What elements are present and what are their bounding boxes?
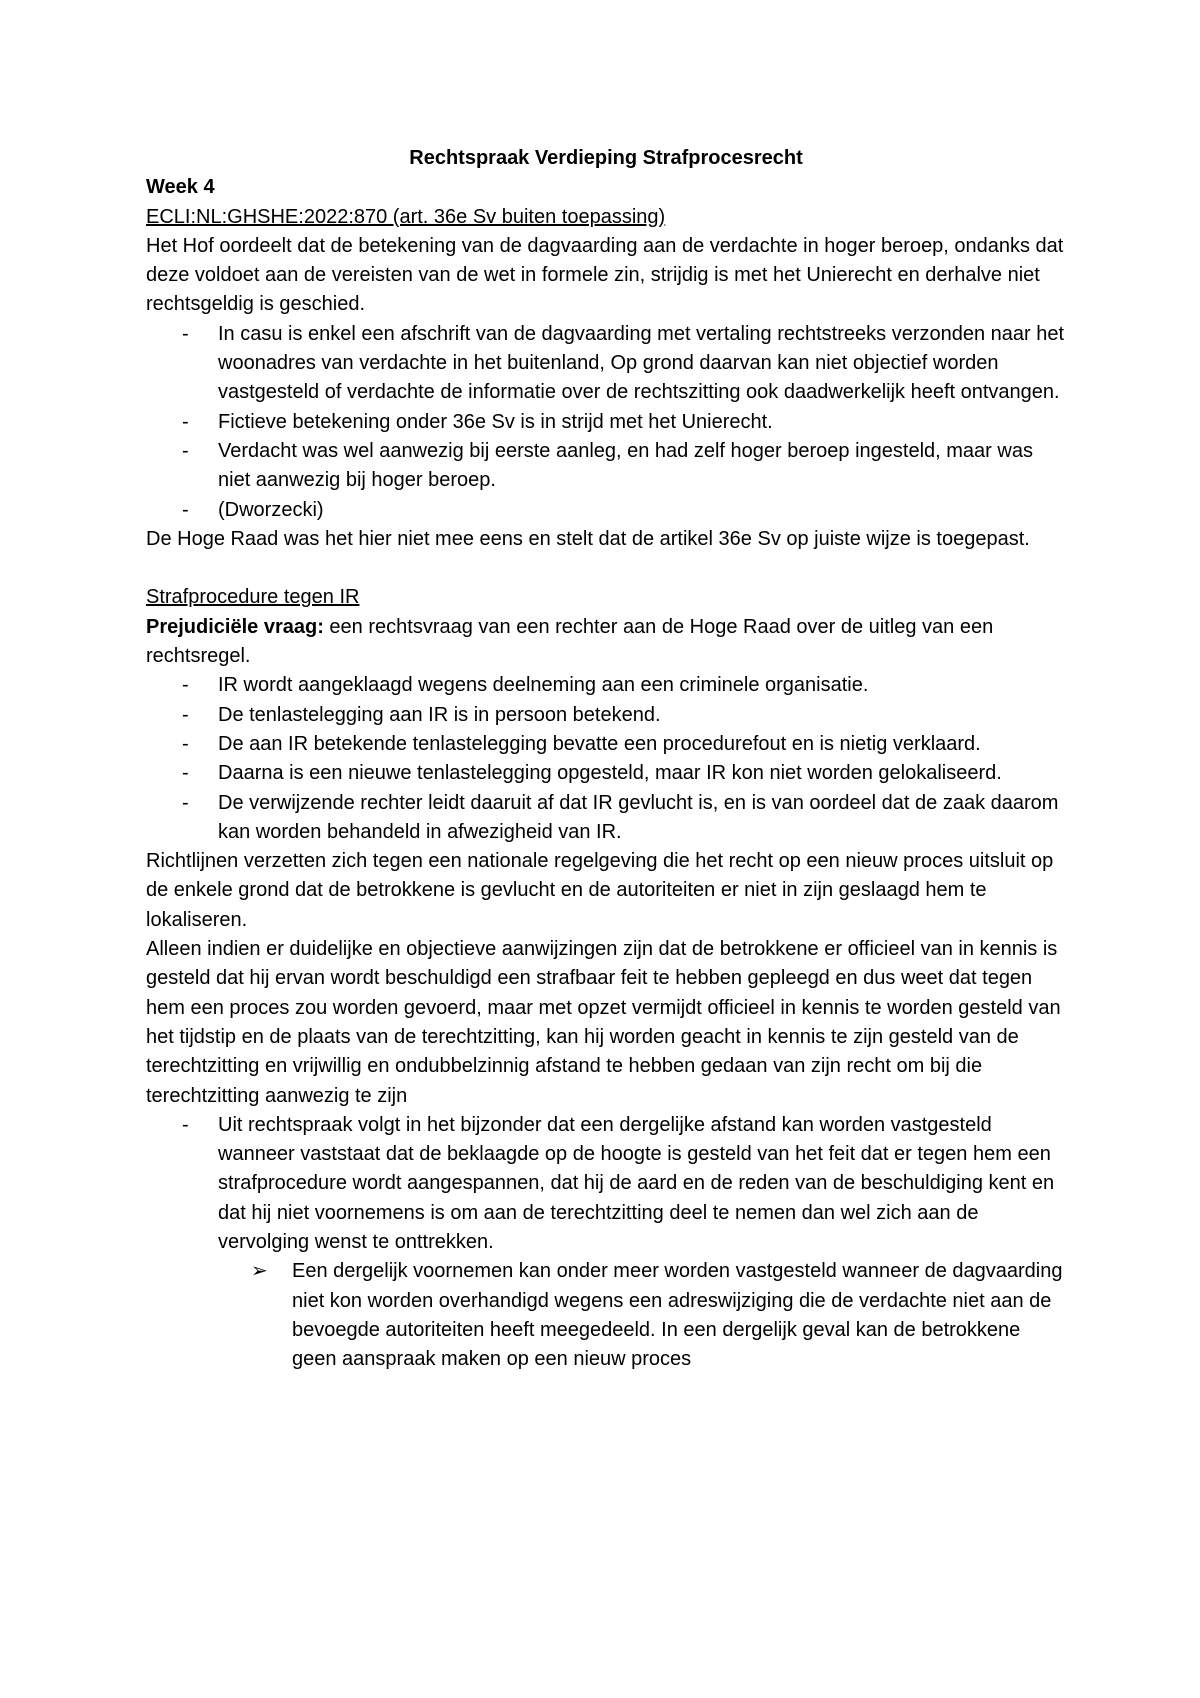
list-item-text: De aan IR betekende tenlastelegging bevatte een procedurefout en is nietig verklaard. — [218, 732, 981, 755]
blank-line — [146, 554, 1066, 583]
document-page — [146, 144, 1066, 1374]
list-item-text: De tenlastelegging aan IR is in persoon betekend. — [218, 703, 661, 726]
list-item — [146, 496, 1066, 525]
sub-list-item-text: Een dergelijk voornemen kan onder meer worden vastgesteld wanneer de dagvaarding niet kon worden overhandigd wegens een adreswijziging die de verdachte niet aan de bevoegde autoriteiten heeft meegedeeld. In een dergelijk geval kan de betrokkene geen aanspraak maken op een nieuw proces — [292, 1260, 1063, 1371]
arrow-bullet-icon: ➢ — [251, 1260, 268, 1283]
list-item — [146, 701, 1066, 730]
list-item — [146, 437, 1066, 496]
list-item-text: De verwijzende rechter leidt daaruit af dat IR gevlucht is, en is van oordeel dat de zaak daarom kan worden behandeld in afwezigheid van IR. — [218, 791, 1059, 843]
dash-bullet: - — [182, 674, 189, 697]
alleen-paragraph: Alleen indien er duidelijke en objectieve aanwijzingen zijn dat de betrokkene er officieel van in kennis is gesteld dat hij ervan wordt beschuldigd een strafbaar feit te hebben gepleegd en dus weet dat tegen hem een proces zou worden gevoerd, maar met opzet vermijdt officieel in kennis te worden gesteld van het tijdstip en de plaats van de terechtzitting, kan hij worden geacht in kennis te zijn gesteld van de terechtzitting en vrijwillig en ondubbelzinnig afstand te hebben gedaan van zijn recht om bij die terechtzitting aanwezig te zijn — [146, 938, 1061, 1107]
week-heading: Week 4 — [146, 176, 215, 199]
list-item-text: (Dworzecki) — [218, 498, 324, 521]
term-label: Prejudiciële vraag: — [146, 615, 324, 638]
dash-bullet: - — [182, 762, 189, 785]
list-item-text: Fictieve betekening onder 36e Sv is in strijd met het Unierecht. — [218, 410, 773, 433]
list-item — [146, 671, 1066, 700]
dash-bullet: - — [182, 791, 189, 814]
list-item-text: Daarna is een nieuwe tenlastelegging opgesteld, maar IR kon niet worden gelokaliseerd. — [218, 762, 1002, 785]
list-item — [146, 408, 1066, 437]
dash-bullet: - — [182, 498, 189, 521]
list-item-text: In casu is enkel een afschrift van de dagvaarding met vertaling rechtstreeks verzonden naar het woonadres van verdachte in het buitenland, Op grond daarvan kan niet objectief worden vastgesteld of verdachte de informatie over de rechtszitting ook daadwerkelijk heeft ontvangen. — [218, 322, 1065, 404]
list-item-text: Verdacht was wel aanwezig bij eerste aanleg, en had zelf hoger beroep ingesteld, maar was niet aanwezig bij hoger beroep. — [218, 439, 1033, 492]
list-item — [146, 730, 1066, 759]
list-item-text: Uit rechtspraak volgt in het bijzonder dat een dergelijke afstand kan worden vastgesteld wanneer vaststaat dat de beklaagde op de hoogte is gesteld van het feit dat er tegen hem een strafprocedure wordt aangespannen, dat hij de aard en de reden van de beschuldiging kent en dat hij niet voornemens is om aan de terechtzitting deel te nemen dan wel zich aan de vervolging wenst te onttrekken. — [218, 1113, 1055, 1253]
dash-bullet: - — [182, 410, 189, 433]
list-item — [146, 759, 1066, 788]
dash-bullet: - — [182, 322, 189, 345]
dash-bullet: - — [182, 703, 189, 726]
intro-paragraph: Het Hof oordeelt dat de betekening van de dagvaarding aan de verdachte in hoger beroep, ondanks dat deze voldoet aan de vereisten van de wet in formele zin, strijdig is met het Unierecht en derhalve niet rechtsgeldig is geschied. — [146, 234, 1064, 316]
richtlijnen-paragraph: Richtlijnen verzetten zich tegen een nationale regelgeving die het recht op een nieuw proces uitsluit op de enkele grond dat de betrokkene is gevlucht en de autoriteiten er niet in zijn geslaagd hem te lokaliseren. — [146, 850, 1054, 931]
dash-bullet: - — [182, 1113, 189, 1136]
dash-bullet: - — [182, 732, 189, 755]
document-title: Rechtspraak Verdieping Strafprocesrecht — [409, 147, 803, 169]
list-item — [146, 320, 1066, 408]
prejudicieel-paragraph — [146, 613, 1066, 672]
list-item — [146, 1111, 1066, 1257]
hoge-raad-paragraph: De Hoge Raad was het hier niet mee eens en stelt dat de artikel 36e Sv op juiste wijze is toegepast. — [146, 527, 1030, 550]
list-item — [146, 789, 1066, 848]
term-definition: een rechtsvraag van een rechter aan de Hoge Raad over de uitleg van een rechtsregel. — [146, 615, 994, 668]
case-reference: ECLI:NL:GHSHE:2022:870 (art. 36e Sv buiten toepassing) — [146, 205, 666, 228]
sub-list-item — [146, 1257, 1066, 1374]
dash-bullet: - — [182, 439, 189, 462]
list-item-text: IR wordt aangeklaagd wegens deelneming aan een criminele organisatie. — [218, 674, 869, 697]
section-heading: Strafprocedure tegen IR — [146, 586, 360, 609]
